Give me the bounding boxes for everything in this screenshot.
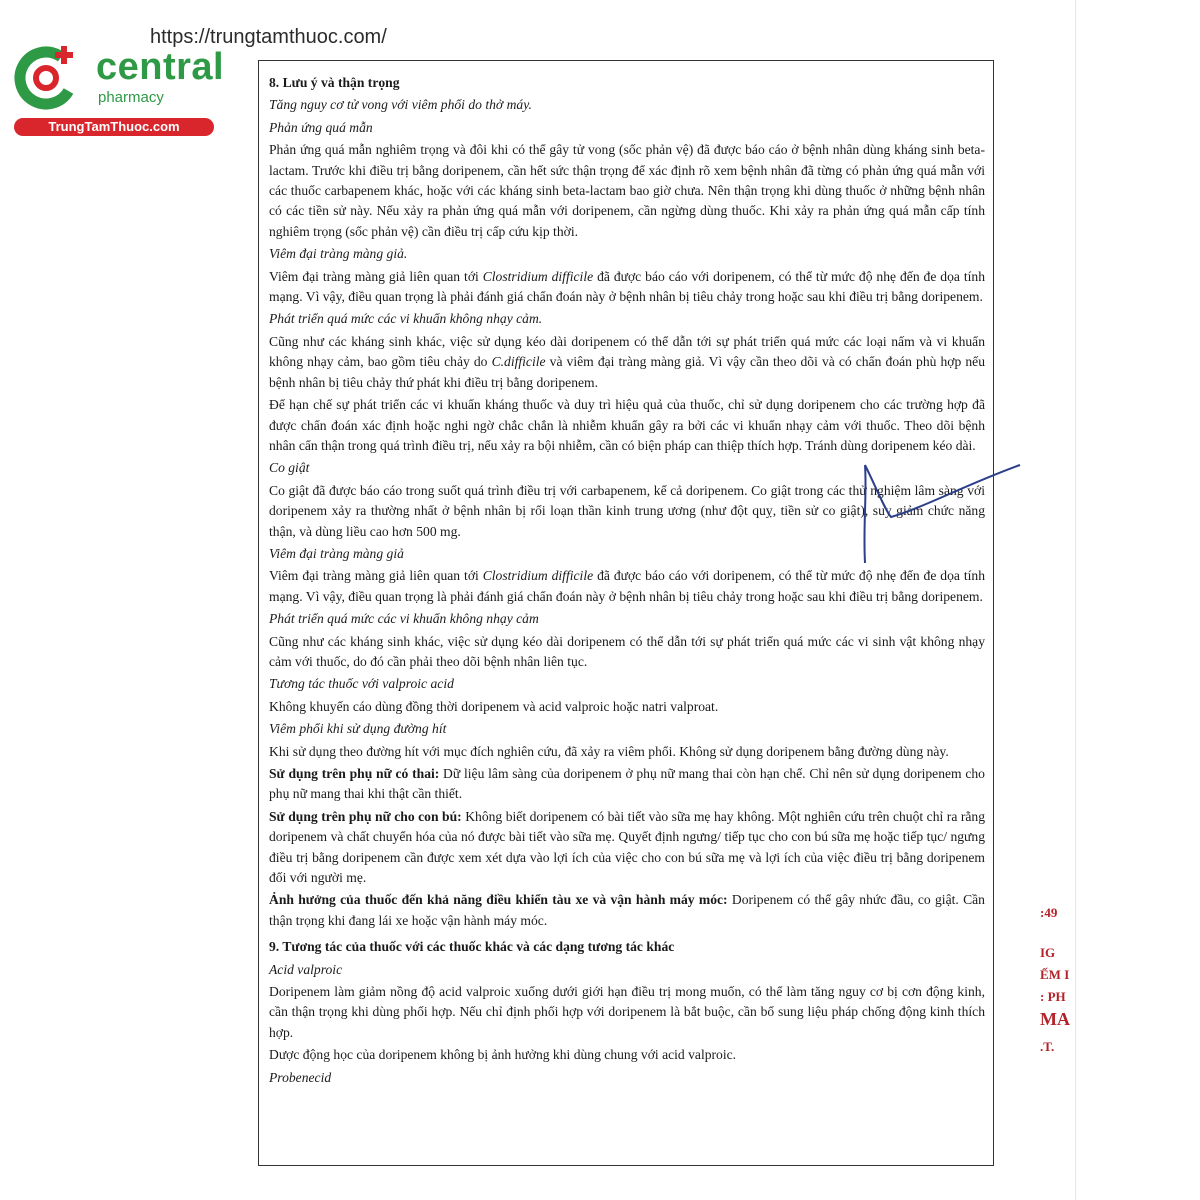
logo-brand: central [96,46,225,88]
valproic-text: Không khuyến cáo dùng đồng thời doripenem và acid valproic hoặc natri valproat. [269,698,719,714]
overgrowth-text-2: Cũng như các kháng sinh khác, việc sử dụng kéo dài doripenem có thể dẫn tới sự phát triển quá mức các vi sinh vật không nhạy cảm với thuốc, do đó cần phải theo dõi bệnh nhân liên tục. [269,633,985,669]
lactation-paragraph: Sử dụng trên phụ nữ cho con bú: Không biết doripenem có bài tiết vào sữa mẹ hay không. Một nghiên cứu trên chuột chỉ ra rằng doripenem và chất chuyển hóa của nó được bài tiết vào sữa mẹ. Quyết định ngưng/ tiếp tục cho con bú sữa mẹ hoặc tiếp tục/ ngưng điều trị bằng doripenem cần được xem xét dựa vào lợi ích của việc cho con bú sữa mẹ và lợi ích của việc điều trị bằng doripenem đối với người mẹ. [269,808,986,886]
hypersensitivity-text: Phản ứng quá mẫn nghiêm trọng và đôi khi có thể gây tử vong (sốc phản vệ) đã được báo cáo ở bệnh nhân dùng kháng sinh beta-lactam. Trước khi điều trị bằng doripenem, cần hết sức thận trọng để xác định rõ xem bệnh nhân đã từng có phản ứng quá mẫn với các thuốc carbapenem khác, hoặc với các kháng sinh beta-lactam bao giờ chưa. Nên thận trọng khi dùng thuốc ở những bệnh nhân có các tiền sử này. Nếu xảy ra phản ứng quá mẫn với doripenem, cần ngừng dùng thuốc. Khi xảy ra phản ứng quá mẫn cấp tính nghiêm trọng (sốc phản vệ) cần điều trị cấp cứu kịp thời. [269,142,985,239]
resistance-text: Để hạn chế sự phát triển các vi khuẩn kháng thuốc và duy trì hiệu quả của thuốc, chỉ sử dụng doripenem cho các trường hợp đã được chẩn đoán xác định hoặc nghi ngờ chắc chắn là nhiễm khuẩn gây ra bởi các vi khuẩn nhạy cảm với thuốc. Theo dõi bệnh nhân cẩn thận trong quá trình điều trị, nếu xảy ra bội nhiễm, cần có biện pháp can thiệp thích hợp. Tránh dùng doripenem kéo dài. [269,397,985,453]
section-9-title: 9. Tương tác của thuốc với các thuốc khác và các dạng tương tác khác [269,939,675,955]
seizure-text: Co giật đã được báo cáo trong suốt quá trình điều trị với carbapenem, kể cả doripenem. Co giật trong các thử nghiệm lâm sàng với doripenem xảy ra thường nhất ở bệnh nhân bị rối loạn thần kinh trung ương (như đột quỵ, tiền sử co giật), suy giảm chức năng thận, và dùng liều cao hơn 500 mg. [269,482,985,539]
colitis-heading: Viêm đại tràng màng giả. [269,246,408,262]
inhalation-text: Khi sử dụng theo đường hít với mục đích nghiên cứu, đã xảy ra viêm phổi. Không sử dụng doripenem bằng đường dùng này. [269,743,949,759]
pharmacokinetics-text: Dược động học của doripenem không bị ảnh hưởng khi dùng chung với acid valproic. [269,1047,737,1063]
seizure-heading: Co giật [269,460,310,476]
ventilator-warning: Tăng nguy cơ tử vong với viêm phổi do thở máy. [269,97,532,113]
pregnancy-paragraph: Sử dụng trên phụ nữ có thai: Dữ liệu lâm sàng của doripenem ở phụ nữ mang thai còn hạn chế. Chỉ nên sử dụng doripenem cho phụ nữ mang thai khi thật cần thiết. [269,766,985,802]
colitis-text-2: Viêm đại tràng màng giả liên quan tới Clostridium difficile đã được báo cáo với doripenem, có thể từ mức độ nhẹ đến đe dọa tính mạng. Vì vậy, điều quan trọng là phải đánh giá chẩn đoán này ở bệnh nhân bị tiêu chảy trong hoặc sau khi điều trị bằng doripenem. [269,568,986,604]
acid-valproic-heading: Acid valproic [269,961,343,977]
logo-banner: TrungTamThuoc.com [14,118,214,136]
colitis-text: Viêm đại tràng màng giả liên quan tới Clostridium difficile đã được báo cáo với doripenem, có thể từ mức độ nhẹ đến đe dọa tính mạng. Vì vậy, điều quan trọng là phải đánh giá chẩn đoán này ở bệnh nhân bị tiêu chảy trong hoặc sau khi điều trị bằng doripenem. [269,268,986,305]
inhalation-heading: Viêm phổi khi sử dụng đường hít [269,721,447,737]
edge-stamp-fragment: :49 IG ẾM I : PH MA .T. [1040,905,1070,1054]
central-pharmacy-logo[interactable] [10,36,225,138]
pharmacy-cross-icon [12,40,84,112]
overgrowth-heading: Phát triển quá mức các vi khuẩn không nhạy cảm. [269,311,543,327]
hypersensitivity-heading: Phản ứng quá mẫn [269,119,373,135]
section-8-title: 8. Lưu ý và thận trọng [269,75,400,90]
colitis-heading-2: Viêm đại tràng màng giả [269,545,404,561]
acid-valproic-text: Doripenem làm giảm nồng độ acid valproic xuống dưới giới hạn điều trị mong muốn, có thể làm tăng nguy cơ bị cơn động kinh, cần thận trọng khi dùng phối hợp. Nếu chỉ định phối hợp với doripenem là bắt buộc, cần bổ sung liệu pháp chống động kinh thích hợp. [269,984,985,1040]
source-url[interactable]: https://trungtamthuoc.com/ [150,26,387,48]
document-page [258,60,994,1166]
driving-paragraph: Ảnh hưởng của thuốc đến khả năng điều khiển tàu xe và vận hành máy móc: Doripenem có thể gây nhức đầu, co giật. Cần thận trọng khi đang lái xe hoặc vận hành máy móc. [269,892,985,928]
valproic-heading: Tương tác thuốc với valproic acid [269,676,454,692]
overgrowth-heading-2: Phát triển quá mức các vi khuẩn không nhạy cảm [269,611,539,627]
logo-subtitle: pharmacy [98,89,164,106]
overgrowth-text: Cũng như các kháng sinh khác, việc sử dụng kéo dài doripenem có thể dẫn tới sự phát triển quá mức các loại nấm và vi khuẩn không nhạy cảm, bao gồm tiêu chảy do C.difficile và viêm đại tràng màng giả. Vì vậy cần theo dõi và có chẩn đoán phù hợp nếu bệnh nhân bị tiêu chảy thứ phát khi điều trị bằng doripenem. [269,333,985,390]
probenecid-heading: Probenecid [269,1069,332,1085]
